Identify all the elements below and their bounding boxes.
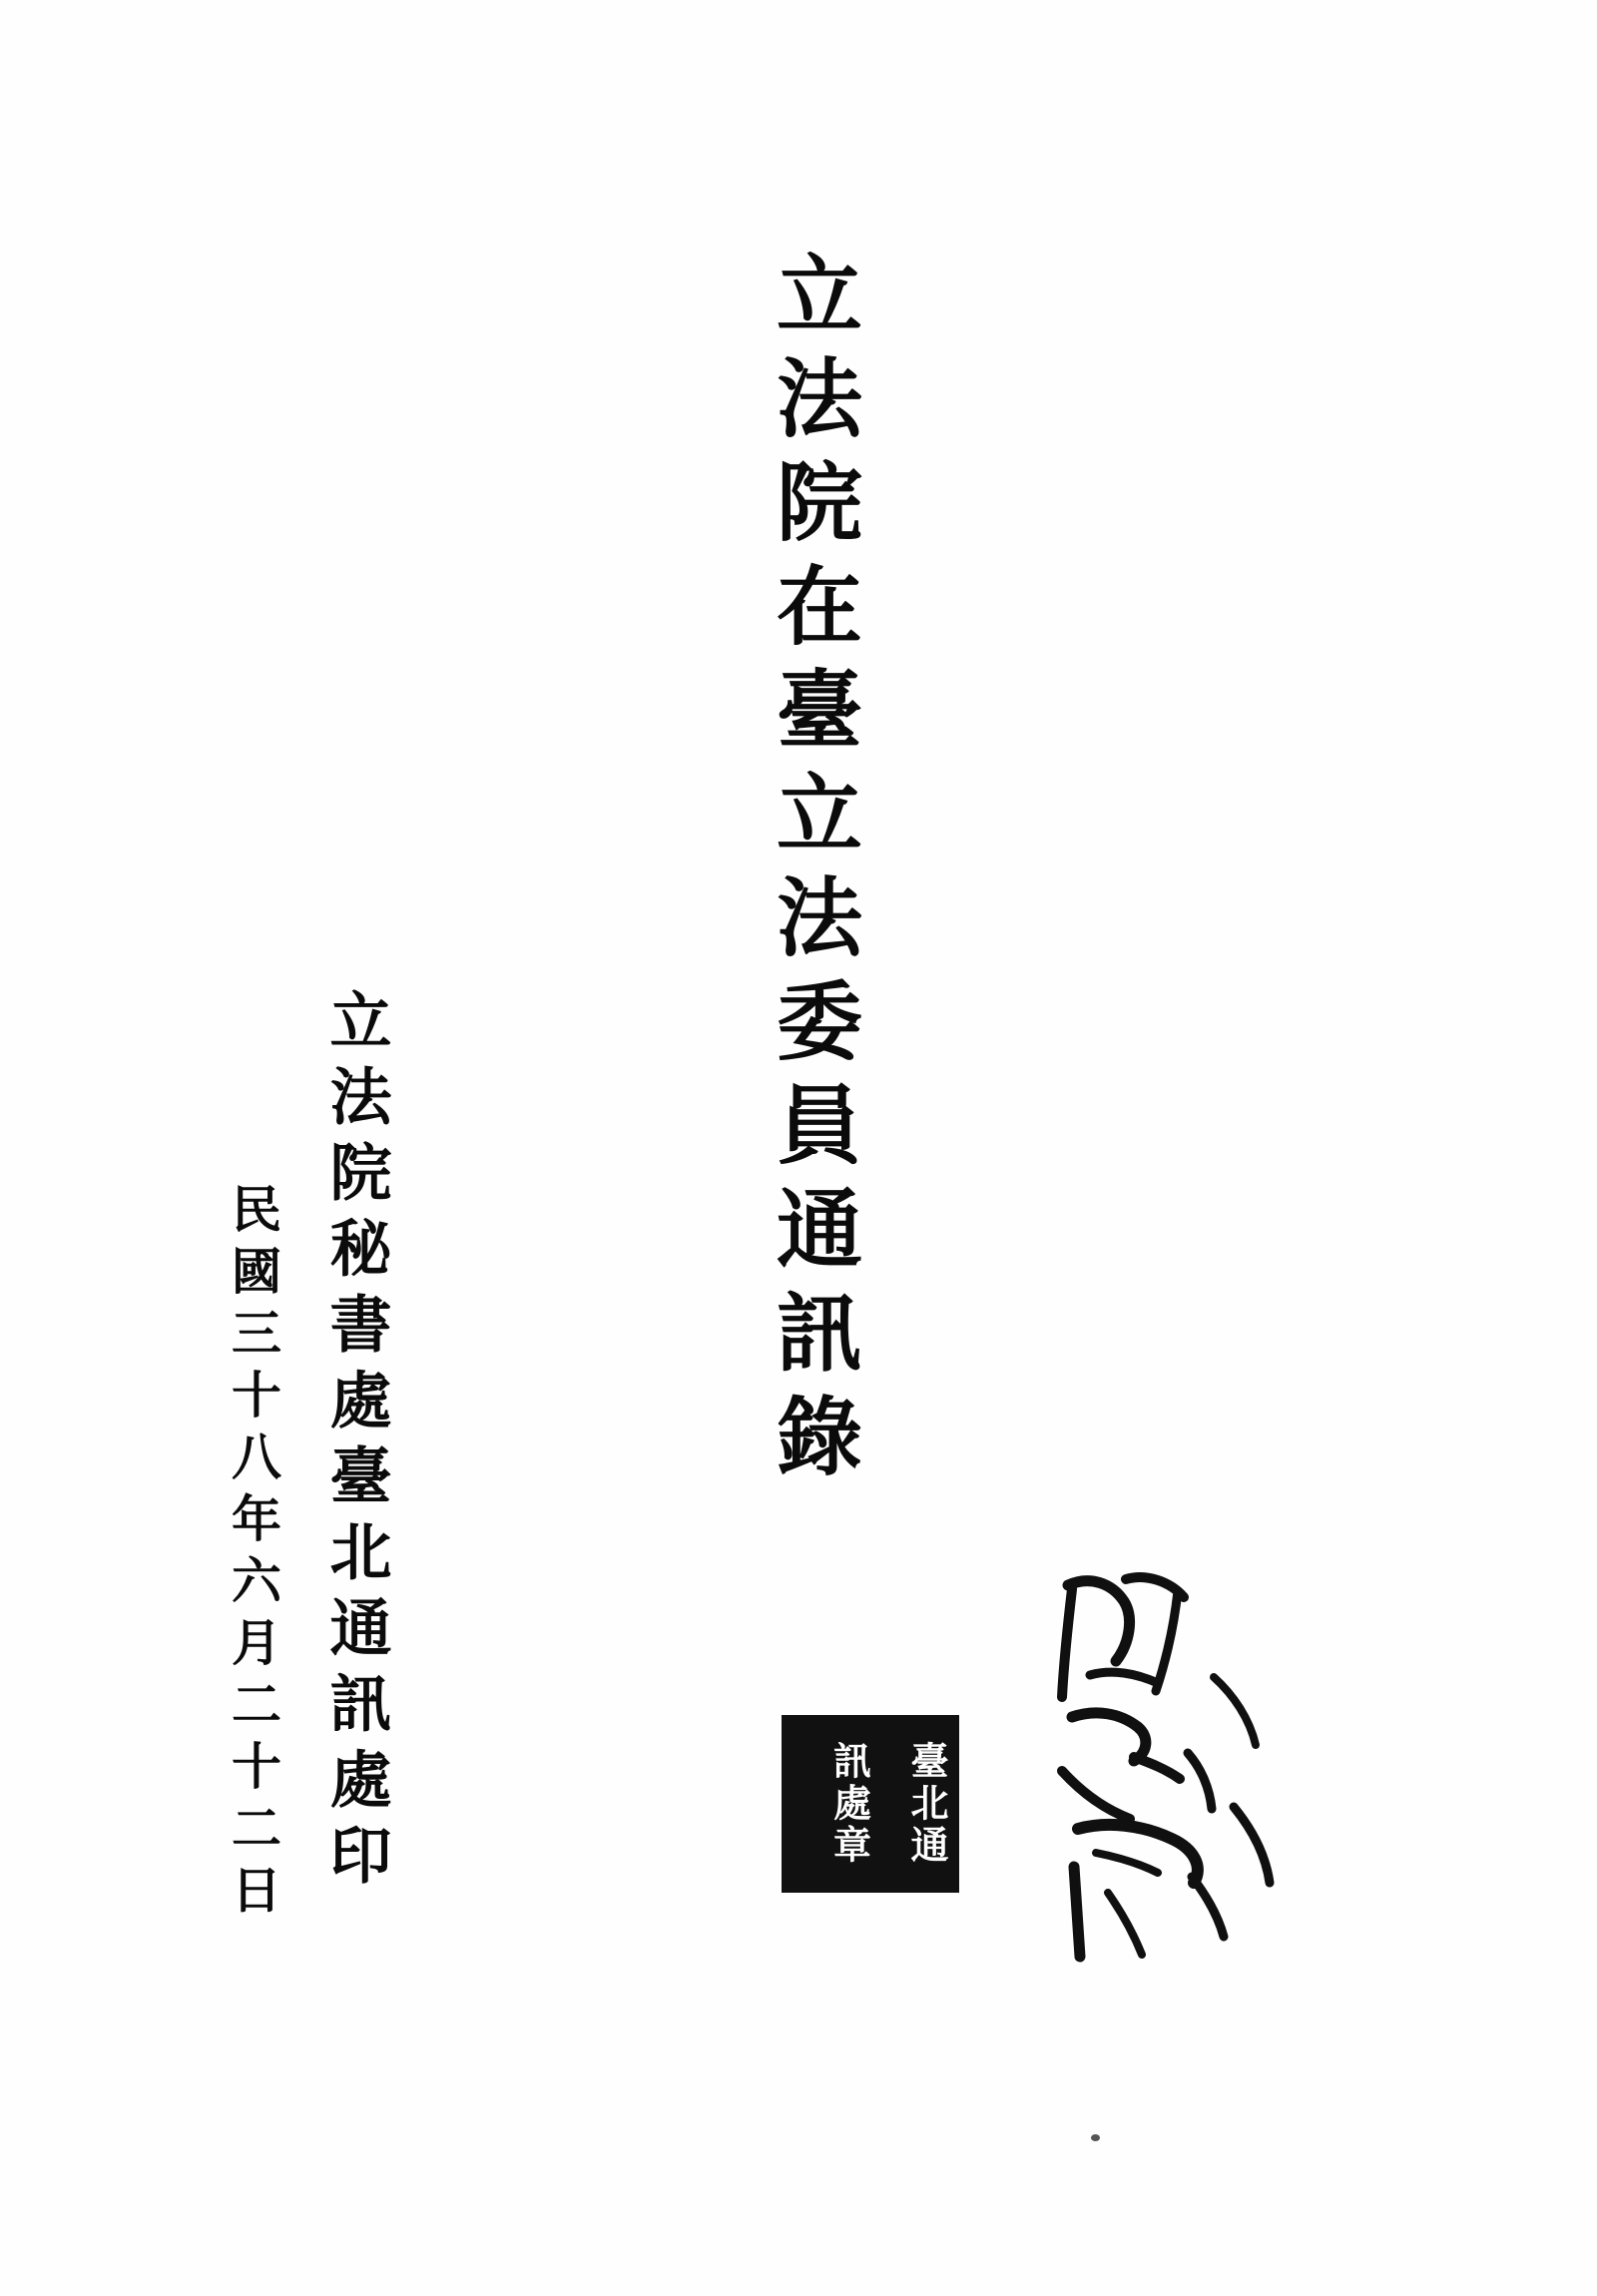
page-title: 立法院在臺立法委員通訊錄 <box>762 250 862 1495</box>
seal-text-left: 訊處章 <box>826 1741 872 1867</box>
publisher-imprint: 立法院秘書處臺北通訊處印 <box>319 988 392 1899</box>
ink-speck <box>1091 2134 1100 2141</box>
seal-text-right: 臺北通 <box>904 1741 949 1867</box>
handwritten-signature <box>1038 1557 1298 1977</box>
publication-date: 民國三十八年六月二十二日 <box>224 1183 282 1926</box>
official-seal-stamp <box>782 1715 959 1893</box>
seal-inner <box>789 1722 952 1886</box>
